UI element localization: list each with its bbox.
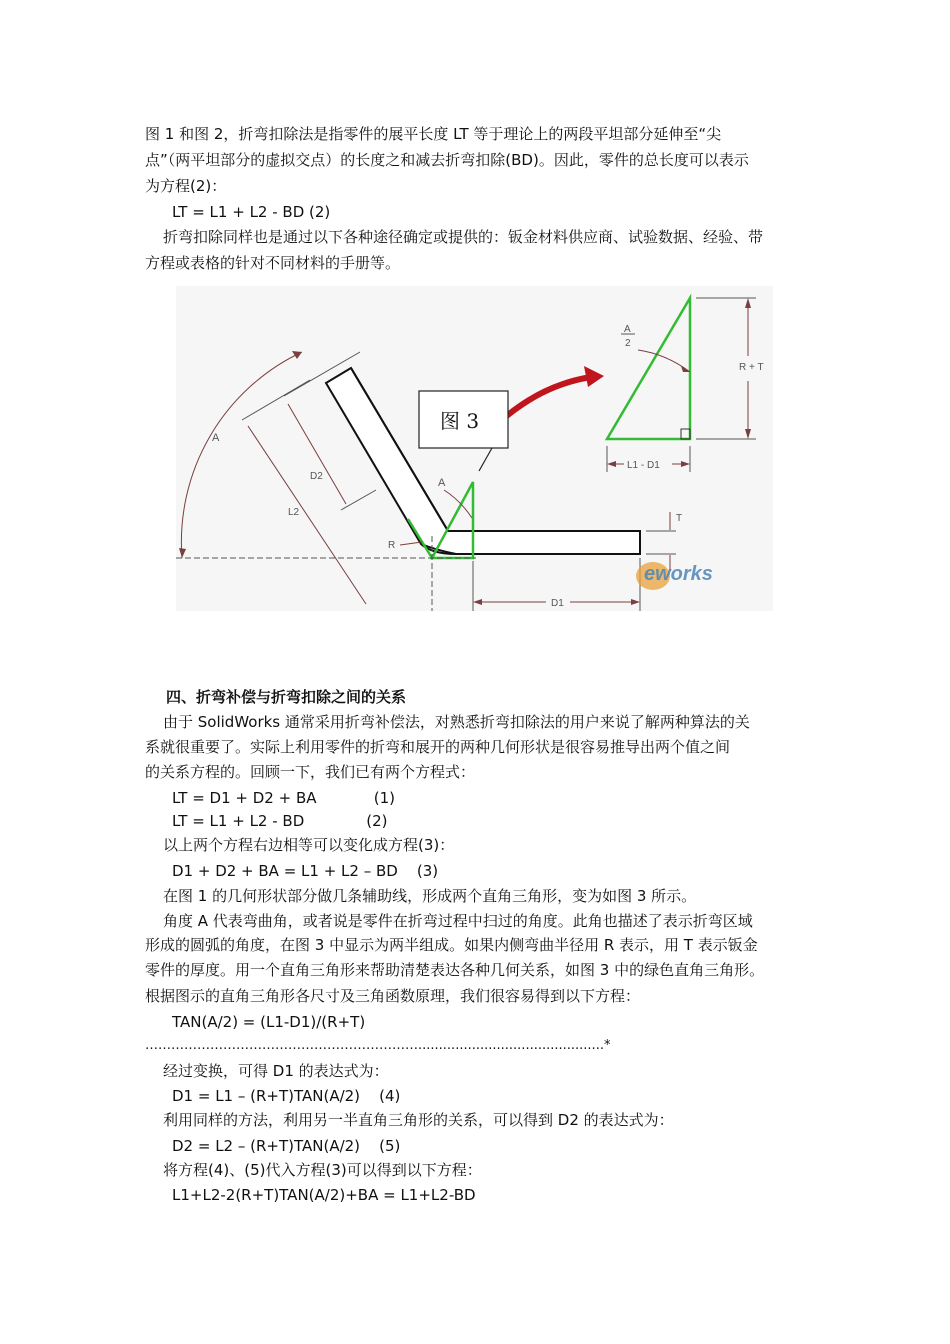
section-heading: 四、折弯补偿与折弯扣除之间的关系 [166, 688, 407, 706]
label-d1: D1 [551, 598, 564, 609]
label-r-plus-t: R + T [739, 362, 764, 373]
label-r: R [388, 540, 396, 551]
paragraph-line: 点”（两平坦部分的虚拟交点）的长度之和减去折弯扣除(BD)。因此，零件的总长度可以表示 [145, 151, 749, 169]
paragraph-line: 根据图示的直角三角形各尺寸及三角函数原理，我们很容易得到以下方程： [145, 987, 641, 1005]
tan-equation: TAN(A/2) = (L1-D1)/(R+T) [172, 1013, 366, 1031]
paragraph-line: 将方程(4)、(5)代入方程(3)可以得到以下方程： [163, 1161, 482, 1179]
paragraph-line: 系就很重要了。实际上利用零件的折弯和展开的两种几何形状是很容易推导出两个值之间 [145, 738, 731, 756]
figure-3-diagram [176, 286, 773, 611]
paragraph-line: 方程或表格的针对不同材料的手册等。 [145, 254, 401, 272]
watermark-text: eworks [644, 563, 713, 585]
paragraph-line: 形成的圆弧的角度，在图 3 中显示为两半组成。如果内侧弯曲半径用 R 表示，用 T 表示钣金 [145, 936, 758, 954]
figure-caption: 图 3 [440, 409, 480, 433]
label-a-half-den: 2 [625, 338, 631, 349]
label-a-half-num: A [624, 324, 631, 335]
paragraph-line: 经过变换，可得 D1 的表达式为： [163, 1062, 389, 1080]
paragraph-line: 以上两个方程右边相等可以变化成方程(3)： [163, 836, 455, 854]
paragraph-line: 由于 SolidWorks 通常采用折弯补偿法，对熟悉折弯扣除法的用户来说了解两种算法的关 [163, 713, 750, 731]
label-a-inner: A [438, 477, 446, 489]
label-t: T [676, 513, 683, 524]
label-d2: D2 [310, 471, 323, 482]
equation-2: LT = L1 + L2 - BD (2) [172, 203, 331, 221]
paragraph-line: 在图 1 的几何形状部分做几条辅助线，形成两个直角三角形，变为如图 3 所示。 [163, 887, 697, 905]
label-l2: L2 [288, 507, 300, 518]
paragraph-line: 图 1 和图 2，折弯扣除法是指零件的展平长度 LT 等于理论上的两段平坦部分延伸至“尖 [145, 125, 722, 143]
paragraph-line: 零件的厚度。用一个直角三角形来帮助清楚表达各种几何关系，如图 3 中的绿色直角三角形。 [145, 961, 765, 979]
equation-4: D1 = L1 – (R+T)TAN(A/2) (4) [172, 1087, 401, 1105]
paragraph-line: 折弯扣除同样也是通过以下各种途径确定或提供的：钣金材料供应商、试验数据、经验、带 [163, 228, 764, 246]
paragraph-line: 的关系方程的。回顾一下，我们已有两个方程式： [145, 763, 476, 781]
equation-2: LT = L1 + L2 - BD (2) [172, 812, 388, 830]
equation-1: LT = D1 + D2 + BA (1) [172, 789, 395, 807]
label-a-outer: A [212, 432, 220, 444]
final-equation: L1+L2-2(R+T)TAN(A/2)+BA = L1+L2-BD [172, 1186, 476, 1204]
equation-5: D2 = L2 – (R+T)TAN(A/2) (5) [172, 1137, 401, 1155]
equation-3: D1 + D2 + BA = L1 + L2 – BD (3) [172, 862, 439, 880]
paragraph-line: 利用同样的方法，利用另一半直角三角形的关系，可以得到 D2 的表达式为： [163, 1111, 674, 1129]
paragraph-line: 角度 A 代表弯曲角，或者说是零件在折弯过程中扫过的角度。此角也描述了表示折弯区域 [163, 912, 753, 930]
paragraph-line: 为方程(2)： [145, 177, 227, 195]
dotted-line: ……………………………………………………….............................................* [145, 1038, 611, 1053]
label-l1-minus-d1: L1 - D1 [627, 460, 660, 471]
